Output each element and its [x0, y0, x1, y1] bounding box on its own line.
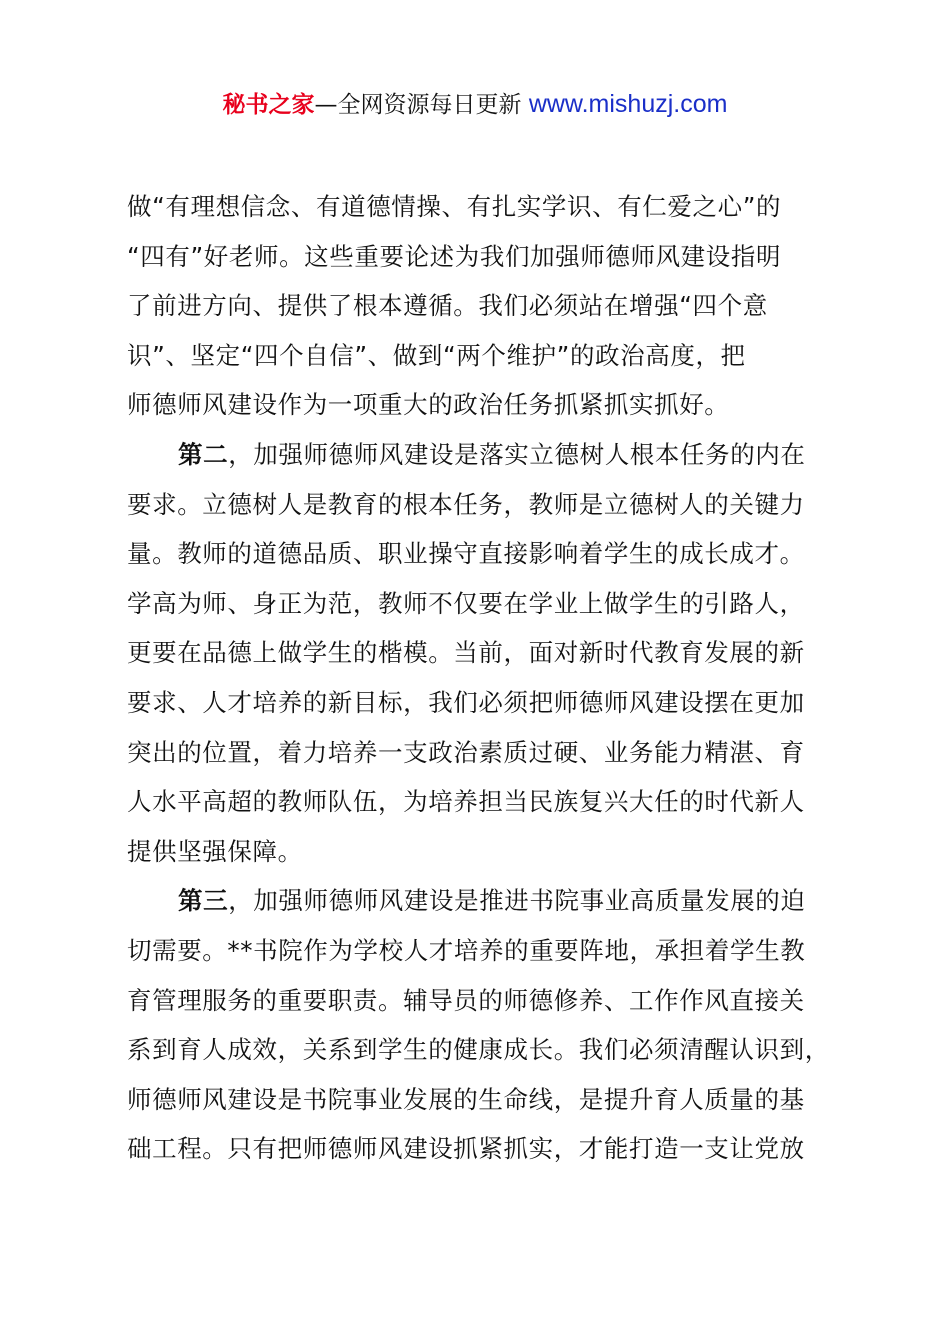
text-line: 提供坚强保障。 [127, 836, 303, 866]
paragraph-2-lead: 第二 [178, 439, 229, 469]
page-header [0, 88, 950, 121]
text-line: 切需要。**书院作为学校人才培养的重要阵地，承担着学生教 [127, 935, 806, 965]
text-line: 识”、坚定“四个自信”、做到“两个维护”的政治高度，把 [127, 340, 746, 370]
text-line: 更要在品德上做学生的楷模。当前，面对新时代教育发展的新 [127, 638, 805, 668]
paragraph-2-first-text: ，加强师德师风建设是落实立德树人根本任务的内在 [228, 439, 806, 469]
text-line: 做“有理想信念、有道德情操、有扎实学识、有仁爱之心”的 [127, 192, 782, 221]
brand-name: 秘书之家 [222, 92, 315, 118]
text-line: 育管理服务的重要职责。辅导员的师德修养、工作作风直接关 [127, 985, 805, 1015]
text-line: 量。教师的道德品质、职业操守直接影响着学生的成长成才。 [127, 539, 805, 569]
site-url-link[interactable]: www.mishuzj.com [528, 90, 728, 118]
text-line: 人水平高超的教师队伍，为培养担当民族复兴大任的时代新人 [127, 787, 805, 817]
paragraph-2-first-line [127, 430, 847, 480]
text-line: 突出的位置，着力培养一支政治素质过硬、业务能力精湛、育 [127, 737, 805, 767]
text-line: “四有”好老师。这些重要论述为我们加强师德师风建设指明 [127, 241, 782, 271]
text-line: 学高为师、身正为范，教师不仅要在学业上做学生的引路人， [127, 588, 805, 618]
document-body [127, 182, 847, 1174]
text-line: 系到育人成效，关系到学生的健康成长。我们必须清醒认识到， [127, 1035, 830, 1065]
text-line: 师德师风建设是书院事业发展的生命线，是提升育人质量的基 [127, 1084, 805, 1114]
text-line: 要求、人才培养的新目标，我们必须把师德师风建设摆在更加 [127, 687, 805, 717]
text-line: 要求。立德树人是教育的根本任务，教师是立德树人的关键力 [127, 489, 805, 519]
text-line: 了前进方向、提供了根本遵循。我们必须站在增强“四个意 [127, 291, 768, 321]
text-line: 师德师风建设作为一项重大的政治任务抓紧抓实抓好。 [127, 390, 730, 420]
text-line: 础工程。只有把师德师风建设抓紧抓实，才能打造一支让党放 [127, 1134, 805, 1164]
paragraph-3-first-line [127, 876, 847, 926]
paragraph-3-first-text: ，加强师德师风建设是推进书院事业高质量发展的迫 [228, 886, 806, 916]
header-tagline: —全网资源每日更新 [314, 92, 522, 118]
paragraph-3-lead: 第三 [178, 886, 229, 916]
